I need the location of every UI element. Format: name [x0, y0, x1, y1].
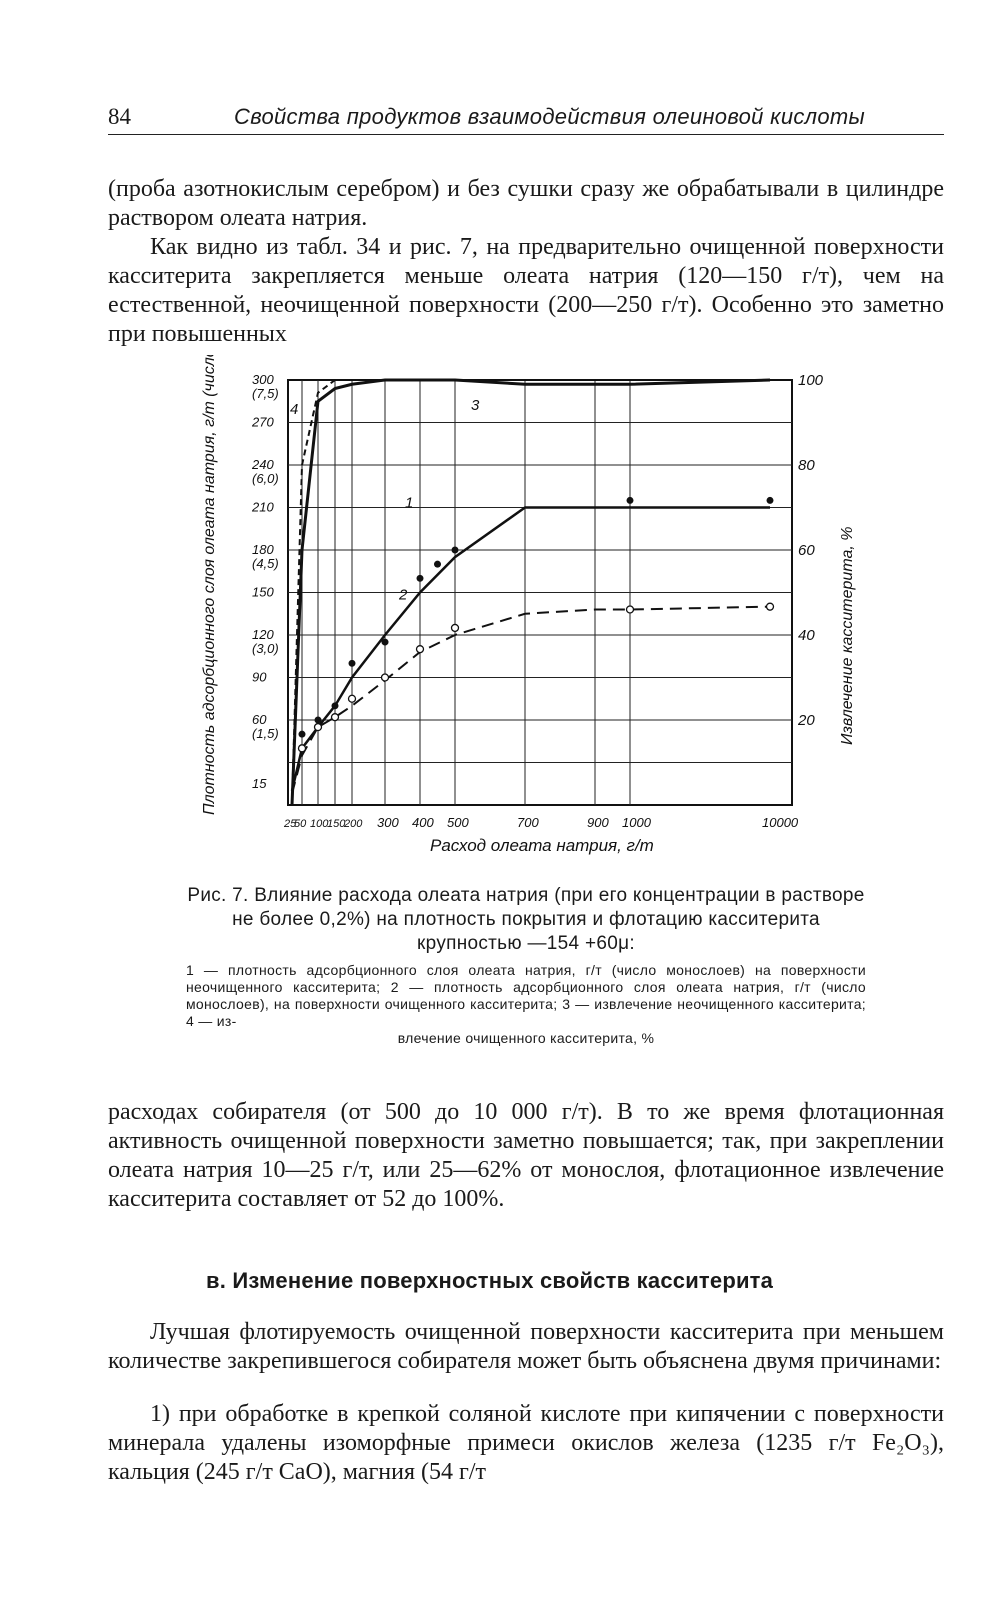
data-point-series-2 — [382, 674, 389, 681]
data-point-series-1 — [332, 702, 339, 709]
data-point-series-2 — [315, 724, 322, 731]
paragraph-text: Как видно из табл. 34 и рис. 7, на предварительно очищенной поверхности касситерита закрепляется меньше олеата натрия (120—150 г/т), чем на естественной, неочищенной поверхности (200—250 г/т). Особенно это заметно при повышенных — [108, 234, 944, 347]
data-point-series-2 — [332, 714, 339, 721]
x-tick-label: 50 — [294, 818, 307, 830]
data-point-series-1 — [767, 497, 774, 504]
data-point-series-1 — [299, 731, 306, 738]
figure-legend — [186, 962, 866, 1047]
paragraph-3 — [108, 1318, 944, 1376]
x-tick-label: 200 — [344, 818, 363, 830]
figure-caption: Рис. 7. Влияние расхода олеата натрия (при его концентрации в растворе не более 0,2%) на плотность покрытия и флотацию касситерита крупностью —154 +60μ: — [187, 885, 865, 954]
data-point-series-1 — [315, 717, 322, 724]
data-point-series-1 — [417, 575, 424, 582]
y-left-tick-label: (3,0) — [252, 641, 279, 656]
x-tick-label: 700 — [517, 815, 539, 830]
x-tick-label: 1000 — [622, 815, 651, 830]
y-left-tick-label: 15 — [252, 775, 267, 791]
data-point-series-1 — [382, 639, 389, 646]
y-left-tick-label: 180 — [252, 542, 274, 557]
x-tick-label: 25 — [284, 818, 297, 830]
x-tick-label: 300 — [377, 815, 399, 830]
x-tick-label: 400 — [412, 815, 434, 830]
legend-text-last: влечение очищенного касситерита, % — [397, 1030, 655, 1046]
page-number: 84 — [108, 104, 131, 129]
series-label-1: 1 — [405, 494, 414, 512]
paragraph-text: (проба азотнокислым серебром) и без сушки сразу же обрабатывали в цилиндре раствором олеата натрия. — [108, 176, 944, 231]
y-right-axis-label: Извлечение касситерита, % — [839, 526, 856, 745]
y-left-tick-label: 300 — [252, 372, 274, 387]
running-title: Свойства продуктов взаимодействия олеиновой кислоты — [234, 104, 866, 129]
series-label-3: 3 — [471, 396, 480, 414]
y-right-tick-label: 60 — [798, 542, 815, 559]
paragraph-4 — [108, 1400, 944, 1487]
x-tick-label: 100 — [310, 818, 329, 830]
data-point-series-2 — [627, 606, 634, 613]
x-tick-label: 150 — [327, 818, 346, 830]
x-tick-label: 500 — [447, 815, 469, 830]
paragraph-1 — [108, 175, 944, 349]
y-left-tick-label: 120 — [252, 627, 274, 642]
y-left-tick-label: 240 — [252, 457, 274, 472]
section-heading: в. Изменение поверхностных свойств касситерита — [206, 1268, 774, 1293]
x-tick-label: 900 — [587, 815, 609, 830]
y-right-tick-label: 40 — [798, 627, 815, 644]
y-left-tick-label: 60 — [252, 712, 267, 727]
data-point-series-2 — [452, 624, 459, 631]
chart-svg — [180, 355, 900, 875]
paragraph-2 — [108, 1098, 944, 1214]
y-left-tick-label: 90 — [252, 669, 267, 685]
x-axis-label: Расход олеата натрия, г/т — [430, 836, 654, 855]
paragraph-text: 1) при обработке в крепкой соляной кислоте при кипячении с поверхности минерала удалены изоморфные примеси окислов железа (1235 г/т Fe₂O₃), кальция (245 г/т CaO), магния (54 г/т — [108, 1401, 944, 1485]
x-tick-label: 10000 — [762, 815, 799, 830]
data-point-series-1 — [349, 660, 356, 667]
running-header — [108, 100, 944, 135]
series-label-2: 2 — [399, 586, 408, 604]
y-left-tick-label: (7,5) — [252, 386, 279, 401]
y-left-tick-label: 150 — [252, 584, 274, 600]
y-left-tick-label: (6,0) — [252, 471, 279, 486]
legend-text: 1 — плотность адсорбционного слоя олеата натрия, г/т (число монослоев) на поверхности неочищенного касситерита; 2 — плотность адсорбционного слоя олеата натрия, г/т (число монослоев), на поверхности очищенного касситерита; 3 — извлечение неочищенного касситерита; 4 — из- — [186, 962, 866, 1029]
y-left-tick-label: (1,5) — [252, 726, 279, 741]
data-point-series-2 — [417, 646, 424, 653]
y-right-tick-label: 100 — [798, 372, 824, 389]
y-right-tick-label: 20 — [798, 712, 815, 729]
y-left-tick-label: 210 — [252, 499, 274, 515]
series-label-4: 4 — [290, 401, 299, 418]
data-point-series-2 — [299, 745, 306, 752]
y-left-tick-label: 270 — [252, 414, 274, 430]
y-left-tick-label: (4,5) — [252, 556, 279, 571]
data-point-series-1 — [434, 561, 441, 568]
data-point-series-1 — [452, 547, 459, 554]
y-right-tick-label: 80 — [798, 457, 815, 474]
y-left-axis-label: Плотность адсорбционного слоя олеата натрия, г/т (число монослоев) — [201, 355, 218, 815]
paragraph-text: Лучшая флотируемость очищенной поверхности касситерита при меньшем количестве закрепившегося собирателя может быть объяснена двумя причинами: — [108, 1319, 944, 1374]
paragraph-text: расходах собирателя (от 500 до 10 000 г/т). В то же время флотационная активность очищенной поверхности заметно повышается; так, при закреплении олеата натрия 10—25 г/т, или 25—62% от монослоя, флотационное извлечение касситерита составляет от 52 до 100%. — [108, 1099, 944, 1212]
figure-7 — [180, 355, 900, 875]
data-point-series-2 — [349, 695, 356, 702]
data-point-series-1 — [627, 497, 634, 504]
data-point-series-2 — [767, 603, 774, 610]
